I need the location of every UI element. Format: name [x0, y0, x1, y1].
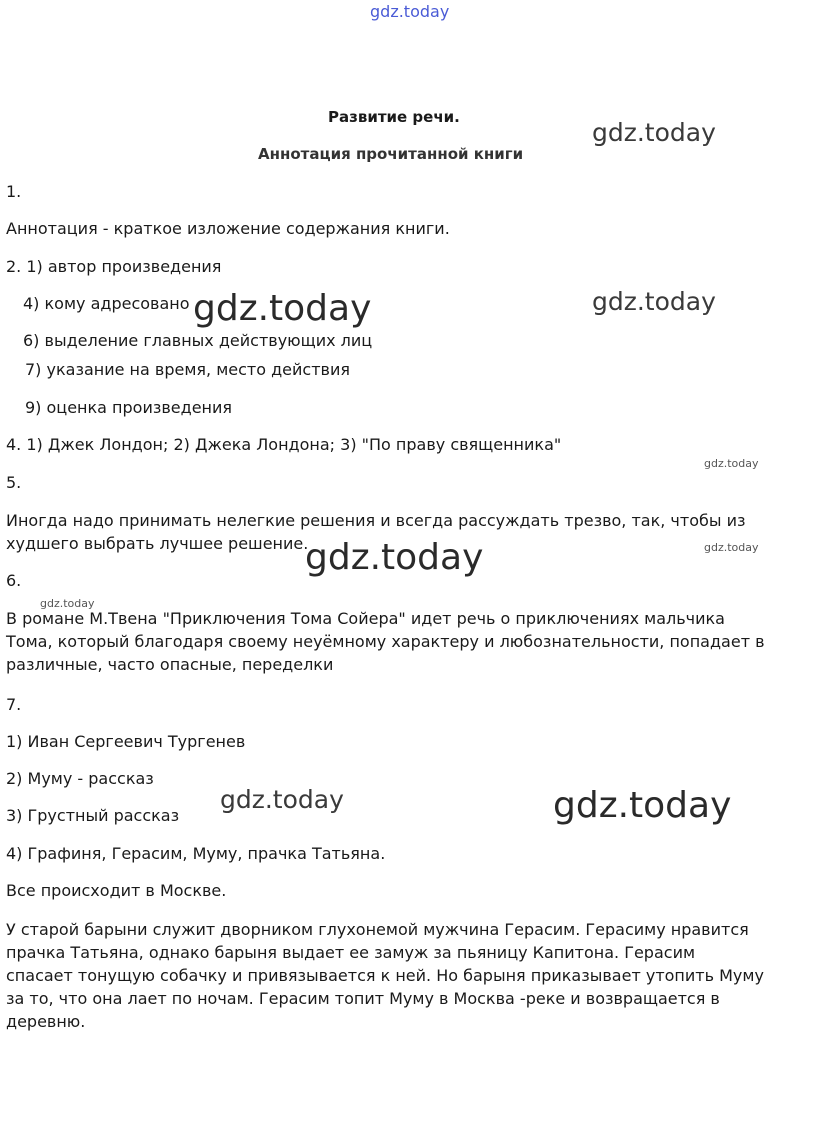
answer-text: Аннотация - краткое изложение содержания книги. [6, 219, 450, 238]
list-item: 3) Грустный рассказ [6, 806, 180, 825]
list-item: 1) Иван Сергеевич Тургенев [6, 732, 246, 751]
answer-paragraph: Иногда надо принимать нелегкие решения и всегда рассуждать трезво, так, чтобы из худшего выбрать лучшее решение. [6, 511, 746, 553]
list-item: 2) Муму - рассказ [6, 769, 154, 788]
watermark: gdz.today [553, 785, 732, 826]
answer-text: 2. 1) автор произведения [6, 257, 222, 276]
watermark: gdz.today [592, 118, 716, 147]
question-number: 5. [6, 473, 22, 492]
answer-paragraph: В романе М.Твена "Приключения Тома Сойера" идет речь о приключениях мальчика Тома, который благодаря своему неуёмному характеру и любознательности, попадает в различные, часто опасные, переделки [6, 609, 765, 674]
watermark-top: gdz.today [370, 2, 450, 21]
list-item: 6) выделение главных действующих лиц [23, 331, 373, 350]
answer-paragraph: У старой барыни служит дворником глухонемой мужчина Герасим. Герасиму нравится прачка Татьяна, однако барыня выдает ее замуж за пьяницу Капитона. Герасим спасает тонущую собачку и привязывается к ней. Но барыня приказывает утопить Муму за то, что она лает по ночам. Герасим топит Муму в Москва -реке и возвращается в деревню. [6, 920, 764, 1031]
question-number: 7. [6, 695, 22, 714]
watermark: gdz.today [592, 287, 716, 316]
watermark: gdz.today [704, 541, 759, 554]
list-item: 7) указание на время, место действия [25, 360, 350, 379]
question-number: 6. [6, 571, 22, 590]
watermark: gdz.today [40, 597, 95, 610]
watermark: gdz.today [704, 457, 759, 470]
list-item: 4) кому адресовано [23, 294, 190, 313]
page-title: Развитие речи. [328, 108, 460, 126]
question-number: 1. [6, 182, 22, 201]
watermark: gdz.today [193, 288, 372, 329]
page-subtitle: Аннотация прочитанной книги [258, 145, 524, 163]
list-item: 4) Графиня, Герасим, Муму, прачка Татьяна. [6, 844, 386, 863]
watermark: gdz.today [220, 785, 344, 814]
answer-text: Все происходит в Москве. [6, 881, 227, 900]
answer-text: 4. 1) Джек Лондон; 2) Джека Лондона; 3) "По праву священника" [6, 435, 562, 454]
list-item: 9) оценка произведения [25, 398, 233, 417]
watermark: gdz.today [305, 537, 484, 578]
